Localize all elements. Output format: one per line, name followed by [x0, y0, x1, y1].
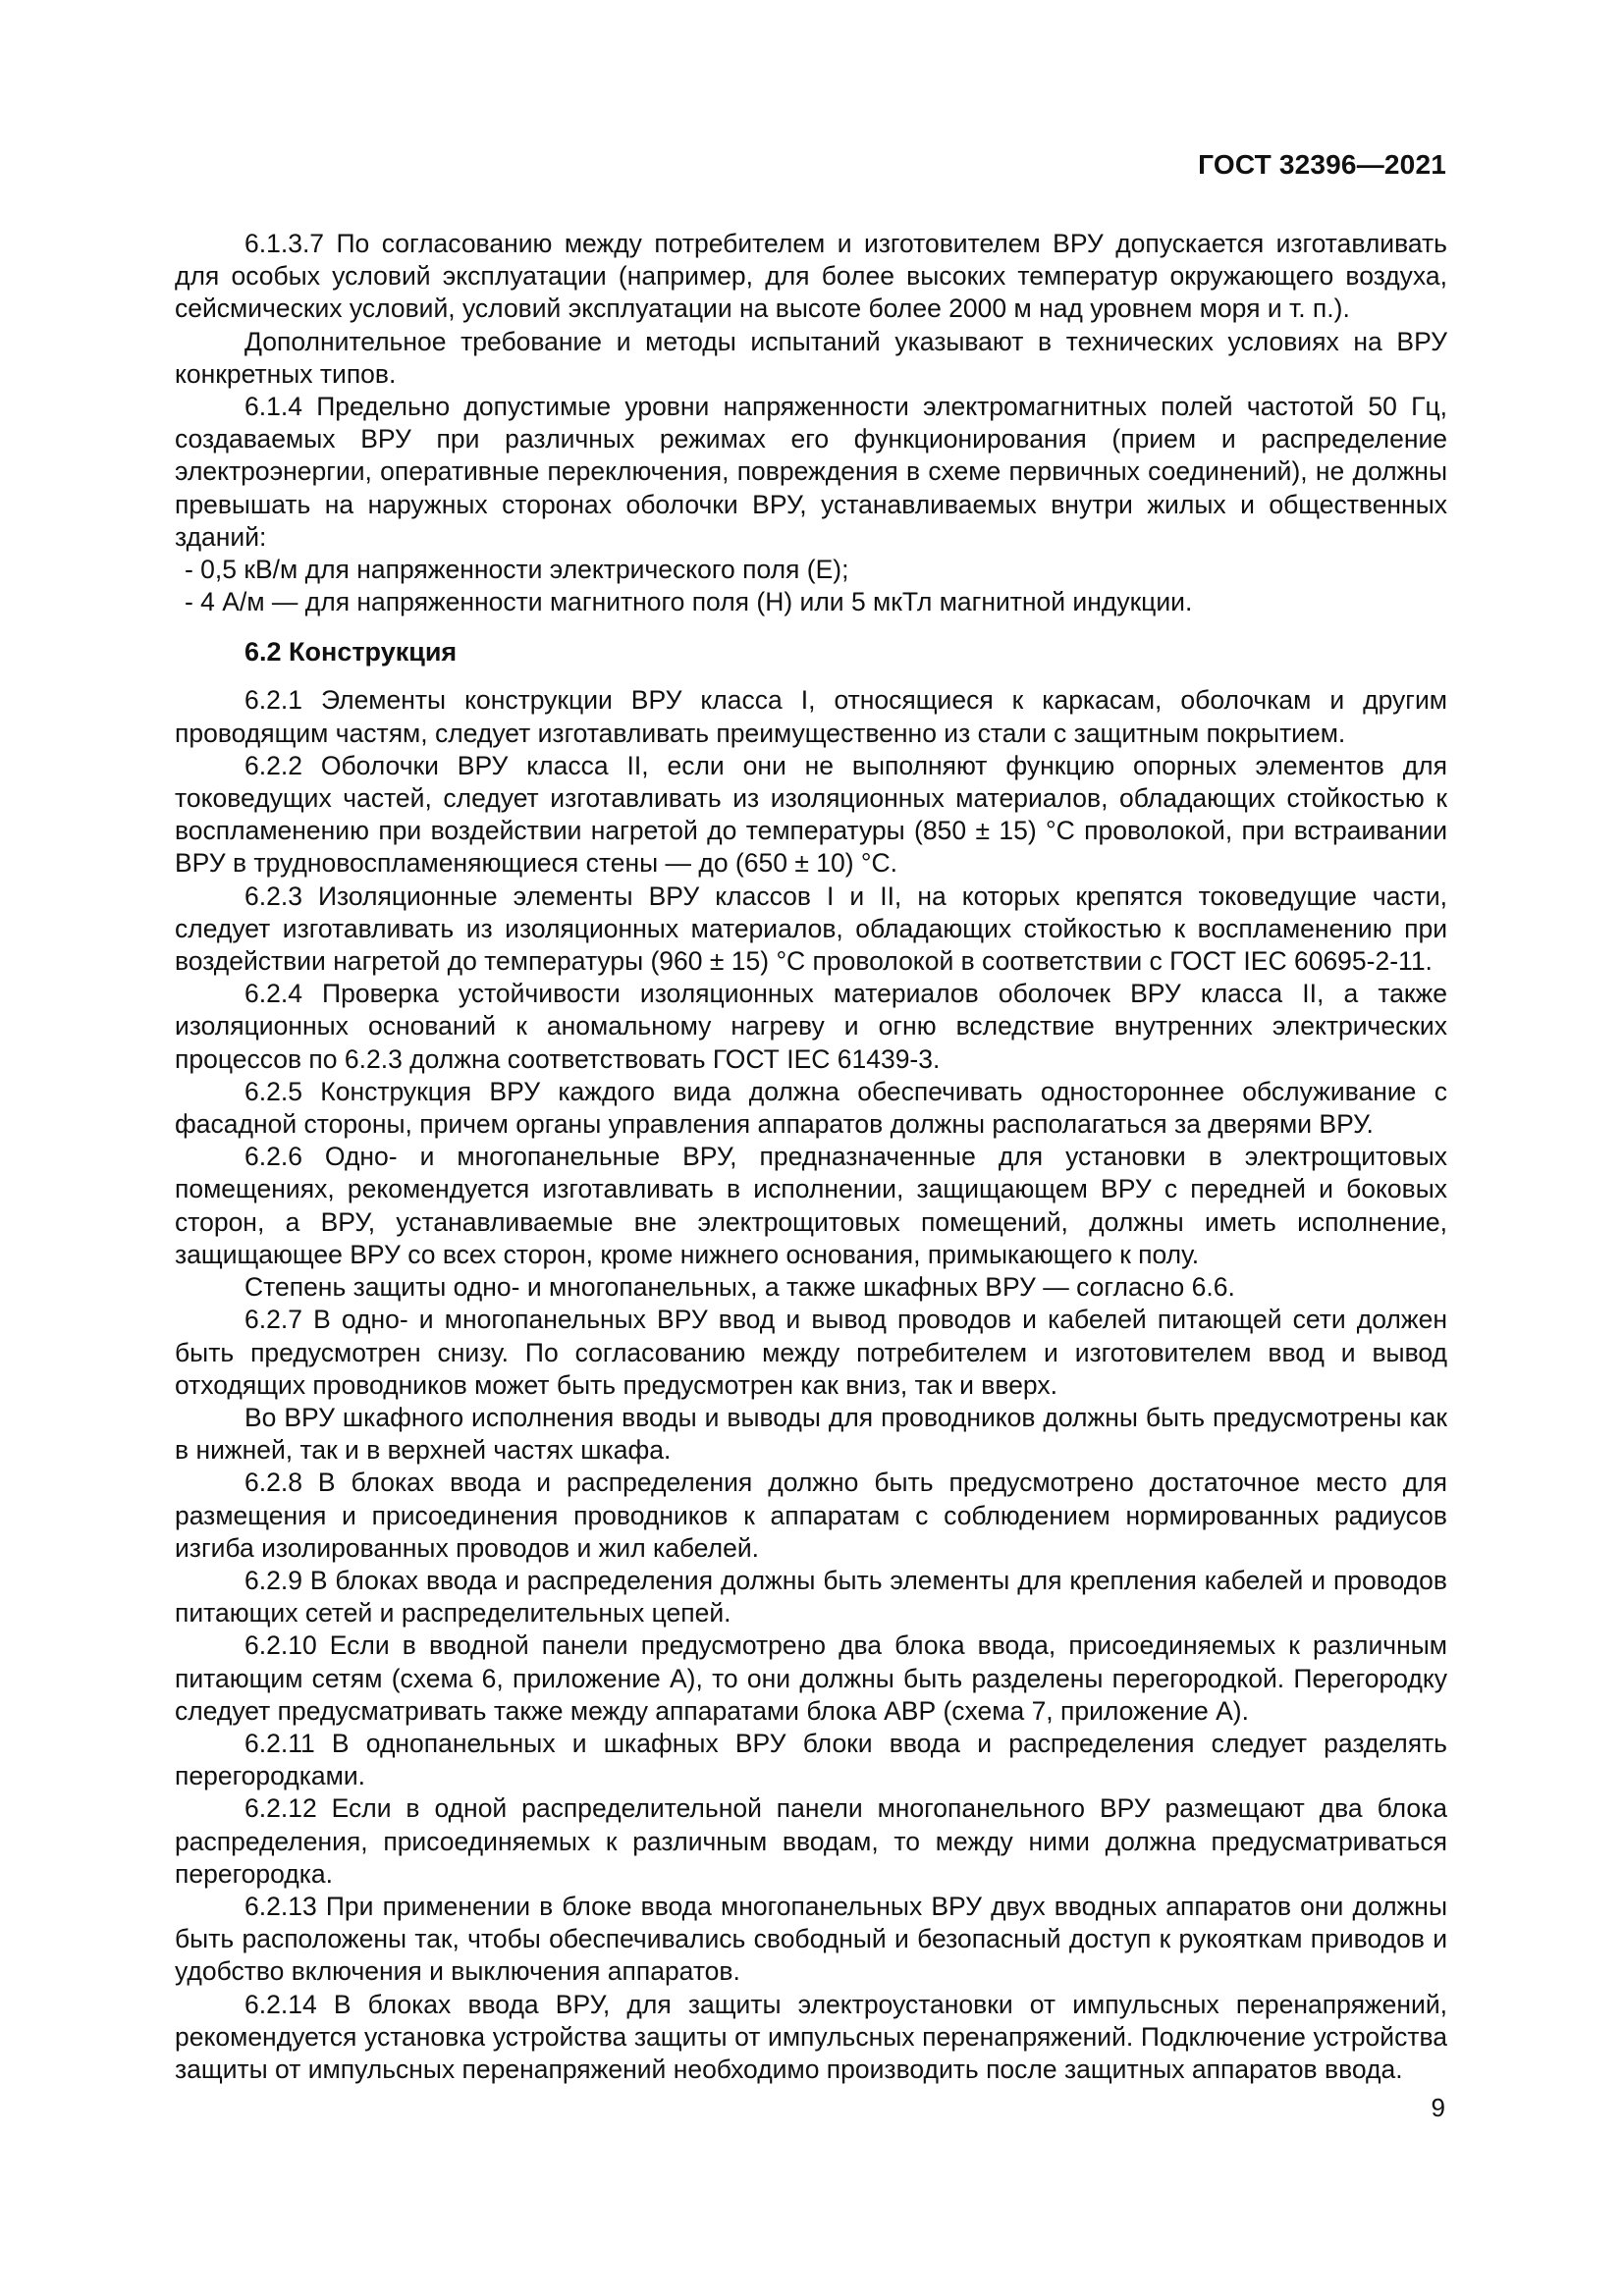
paragraph-6-2-9: 6.2.9 В блоках ввода и распределения должны быть элементы для крепления кабелей и проводов питающих сетей и распределительных цепей.	[175, 1565, 1447, 1629]
paragraph-6-2-13: 6.2.13 При применении в блоке ввода многопанельных ВРУ двух вводных аппаратов они должны быть расположены так, чтобы обеспечивались свободный и безопасный доступ к рукояткам приводов и удобство включения и выключения аппаратов.	[175, 1891, 1447, 1987]
paragraph-6-2-14: 6.2.14 В блоках ввода ВРУ, для защиты электроустановки от импульсных перенапряжений, рекомендуется установка устройства защиты от импульсных перенапряжений. Подключение устройства защиты от импульсных перенапряжений необходимо производить после защитных аппаратов ввода.	[175, 1989, 1447, 2084]
document-body	[175, 228, 1447, 2086]
page-number: 9	[1431, 2093, 1445, 2122]
list-item-electric-field: - 0,5 кВ/м для напряженности электрического поля (Е);	[185, 555, 849, 585]
paragraph-additional-requirement: Дополнительное требование и методы испытаний указывают в технических условиях на ВРУ конкретных типов.	[175, 326, 1447, 389]
paragraph-6-2-3: 6.2.3 Изоляционные элементы ВРУ классов I и II, на которых крепятся токоведущие части, следует изготавливать из изоляционных материалов, обладающих стойкостью к воспламенению при воздействии нагретой до температуры (960 ± 15) °С проволокой в соответствии с ГОСТ IEC 60695-2-11.	[175, 881, 1447, 977]
list-item-magnetic-field: - 4 А/м — для напряженности магнитного поля (Н) или 5 мкТл магнитной индукции.	[185, 587, 1193, 617]
paragraph-6-2-1: 6.2.1 Элементы конструкции ВРУ класса I, относящиеся к каркасам, оболочкам и другим проводящим частям, следует изготавливать преимущественно из стали с защитным покрытием.	[175, 685, 1447, 748]
paragraph-6-2-6: 6.2.6 Одно- и многопанельные ВРУ, предназначенные для установки в электрощитовых помещениях, рекомендуется изготавливать в исполнении, защищающем ВРУ с передней и боковых сторон, а ВРУ, устанавливаемые вне электрощитовых помещений, должны иметь исполнение, защищающее ВРУ со всех сторон, кроме нижнего основания, примыкающего к полу.	[175, 1142, 1447, 1269]
paragraph-protection-degree: Степень защиты одно- и многопанельных, а также шкафных ВРУ — согласно 6.6.	[244, 1272, 1235, 1303]
paragraph-6-2-10: 6.2.10 Если в вводной панели предусмотрено два блока ввода, присоединяемых к различным питающим сетям (схема 6, приложение А), то они должны быть разделены перегородкой. Перегородку следует предусматривать также между аппаратами блока АВР (схема 7, приложение А).	[175, 1630, 1447, 1726]
paragraph-6-2-7: 6.2.7 В одно- и многопанельных ВРУ ввод и вывод проводов и кабелей питающей сети должен быть предусмотрен снизу. По согласованию между потребителем и изготовителем ввод и вывод отходящих проводников может быть предусмотрен как вниз, так и вверх.	[175, 1305, 1447, 1400]
paragraph-6-1-4: 6.1.4 Предельно допустимые уровни напряженности электромагнитных полей частотой 50 Гц, создаваемых ВРУ при различных режимах его функционирования (прием и распределение электроэнергии, оперативные переключения, повреждения в схеме первичных соединений), не должны превышать на наружных сторонах оболочки ВРУ, устанавливаемых внутри жилых и общественных зданий:	[175, 392, 1447, 552]
paragraph-6-2-2: 6.2.2 Оболочки ВРУ класса II, если они не выполняют функцию опорных элементов для токоведущих частей, следует изготавливать из изоляционных материалов, обладающих стойкостью к воспламенению при воздействии нагретой до температуры (850 ± 15) °С проволокой, при встраивании ВРУ в трудновоспламеняющиеся стены — до (650 ± 10) °С.	[175, 750, 1447, 879]
paragraph-6-1-3-7: 6.1.3.7 По согласованию между потребителем и изготовителем ВРУ допускается изготавливать для особых условий эксплуатации (например, для более высоких температур окружающего воздуха, сейсмических условий, условий эксплуатации на высоте более 2000 м над уровнем моря и т. п.).	[175, 229, 1447, 324]
paragraph-6-2-4: 6.2.4 Проверка устойчивости изоляционных материалов оболочек ВРУ класса II, а также изоляционных оснований к аномальному нагреву и огню вследствие внутренних электрических процессов по 6.2.3 должна соответствовать ГОСТ IEC 61439-3.	[175, 979, 1447, 1074]
paragraph-6-2-5: 6.2.5 Конструкция ВРУ каждого вида должна обеспечивать одностороннее обслуживание с фасадной стороны, причем органы управления аппаратов должны располагаться за дверями ВРУ.	[175, 1076, 1447, 1140]
paragraph-6-2-8: 6.2.8 В блоках ввода и распределения должно быть предусмотрено достаточное место для размещения и присоединения проводников к аппаратам с соблюдением нормированных радиусов изгиба изолированных проводов и жил кабелей.	[175, 1468, 1447, 1563]
paragraph-6-2-12: 6.2.12 Если в одной распределительной панели многопанельного ВРУ размещают два блока распределения, присоединяемых к различным вводам, то между ними должна предусматриваться перегородка.	[175, 1793, 1447, 1889]
section-heading-6-2: 6.2 Конструкция	[244, 637, 458, 667]
paragraph-6-2-11: 6.2.11 В однопанельных и шкафных ВРУ блоки ввода и распределения следует разделять перегородками.	[175, 1728, 1447, 1791]
standard-id-header: ГОСТ 32396—2021	[1198, 149, 1446, 180]
paragraph-cabinet-inputs: Во ВРУ шкафного исполнения вводы и выводы для проводников должны быть предусмотрены как в нижней, так и в верхней частях шкафа.	[175, 1402, 1447, 1466]
